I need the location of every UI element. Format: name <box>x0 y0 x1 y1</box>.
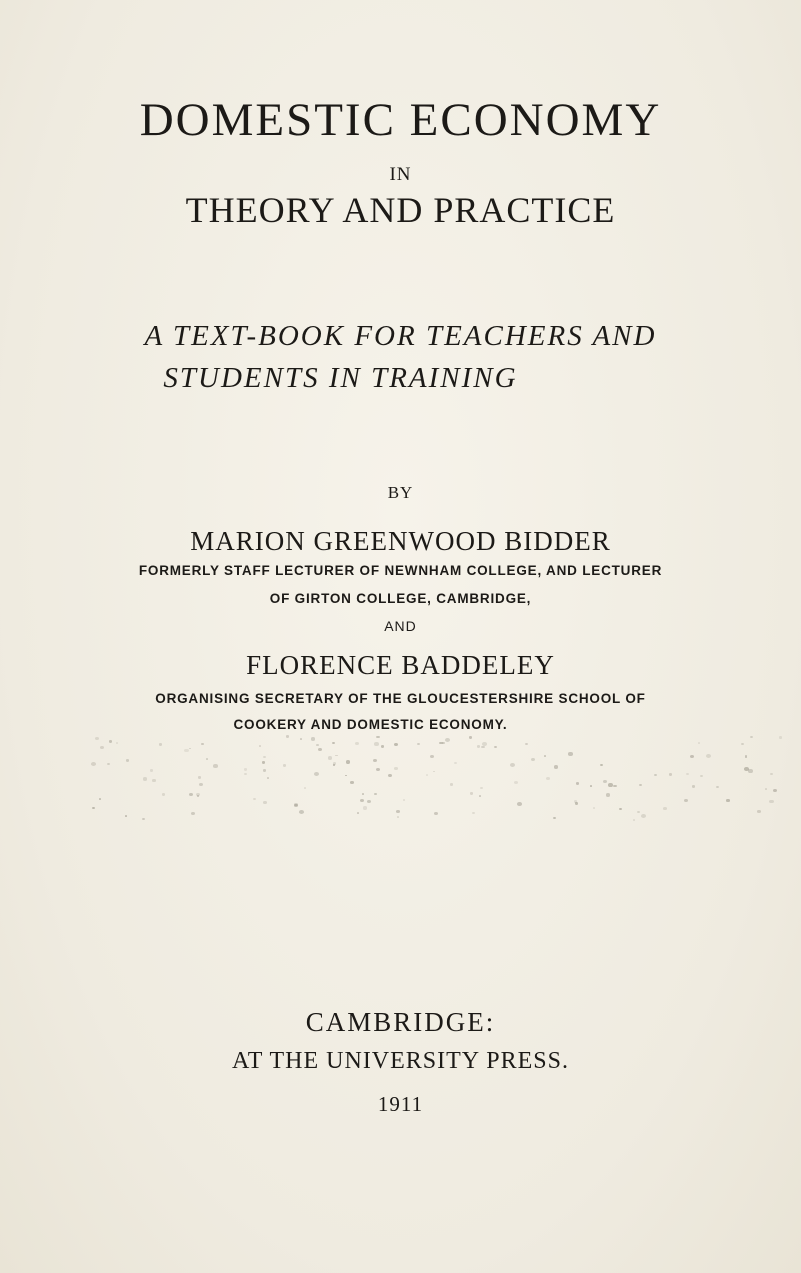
show-through-speck <box>531 758 535 761</box>
show-through-speck <box>259 745 261 747</box>
author-1-name: MARION GREENWOOD BIDDER <box>190 526 611 556</box>
show-through-speck <box>639 784 642 786</box>
show-through-specks <box>90 735 790 825</box>
show-through-speck <box>199 783 203 786</box>
show-through-speck <box>91 762 96 766</box>
show-through-speck <box>262 761 265 764</box>
show-through-speck <box>253 798 256 800</box>
show-through-speck <box>267 777 269 779</box>
show-through-speck <box>633 819 635 821</box>
book-title: DOMESTIC ECONOMY <box>139 94 662 146</box>
show-through-speck <box>376 736 379 739</box>
show-through-speck <box>263 769 266 772</box>
show-through-speck <box>654 774 657 776</box>
show-through-speck <box>316 744 318 746</box>
show-through-speck <box>426 774 428 776</box>
show-through-speck <box>300 738 303 740</box>
show-through-speck <box>637 811 639 813</box>
show-through-speck <box>517 802 522 806</box>
show-through-speck <box>663 807 667 810</box>
show-through-speck <box>314 772 319 776</box>
and-label: AND <box>384 618 417 634</box>
show-through-speck <box>481 746 485 749</box>
show-through-speck <box>439 742 442 745</box>
show-through-speck <box>335 755 337 757</box>
show-through-speck <box>470 792 473 795</box>
show-through-speck <box>328 756 333 760</box>
show-through-speck <box>480 787 483 789</box>
show-through-speck <box>472 812 475 815</box>
show-through-speck <box>206 758 208 760</box>
show-through-speck <box>107 763 111 766</box>
show-through-speck <box>283 764 287 767</box>
show-through-speck <box>263 756 266 758</box>
show-through-speck <box>726 799 729 802</box>
show-through-speck <box>698 742 700 744</box>
show-through-speck <box>417 743 420 745</box>
show-through-speck <box>553 817 556 820</box>
author-1-affiliation-line-1: FORMERLY STAFF LECTURER OF NEWNHAM COLLEGE, AND LECTURER <box>138 563 663 578</box>
show-through-speck <box>99 798 101 800</box>
show-through-speck <box>244 773 246 775</box>
show-through-speck <box>773 789 777 792</box>
show-through-speck <box>554 765 559 769</box>
show-through-speck <box>355 742 359 745</box>
show-through-speck <box>286 735 289 738</box>
show-through-speck <box>434 812 438 815</box>
description-line-2: STUDENTS IN TRAINING <box>163 362 518 394</box>
show-through-speck <box>374 742 378 746</box>
publisher-place: CAMBRIDGE: <box>305 1007 496 1037</box>
show-through-speck <box>197 795 199 797</box>
show-through-speck <box>388 774 392 777</box>
show-through-speck <box>162 793 165 795</box>
show-through-speck <box>477 745 480 748</box>
show-through-speck <box>92 807 95 809</box>
show-through-speck <box>150 769 154 772</box>
show-through-speck <box>514 781 518 785</box>
show-through-speck <box>376 768 381 772</box>
author-2-name: FLORENCE BADDELEY <box>246 650 555 680</box>
show-through-speck <box>184 749 188 752</box>
show-through-speck <box>263 801 266 804</box>
show-through-speck <box>613 785 617 788</box>
show-through-speck <box>606 793 611 797</box>
show-through-speck <box>700 775 703 777</box>
show-through-speck <box>574 800 577 803</box>
show-through-speck <box>304 787 306 789</box>
show-through-speck <box>294 804 298 807</box>
show-through-speck <box>568 752 572 755</box>
show-through-speck <box>357 812 360 814</box>
show-through-speck <box>669 773 672 776</box>
show-through-speck <box>381 745 385 748</box>
show-through-speck <box>363 806 367 809</box>
show-through-speck <box>109 740 112 742</box>
show-through-speck <box>350 781 353 784</box>
show-through-speck <box>619 808 622 810</box>
show-through-speck <box>311 737 315 740</box>
show-through-speck <box>750 736 753 738</box>
show-through-speck <box>397 816 399 818</box>
show-through-speck <box>332 742 335 744</box>
show-through-speck <box>196 793 200 796</box>
author-2-affiliation-line-2: COOKERY AND DOMESTIC ECONOMY. <box>233 717 508 732</box>
show-through-speck <box>692 785 695 788</box>
show-through-speck <box>189 793 193 796</box>
publication-year: 1911 <box>377 1092 424 1116</box>
show-through-speck <box>433 771 435 773</box>
show-through-speck <box>345 775 347 777</box>
show-through-speck <box>494 746 497 748</box>
show-through-speck <box>641 814 646 818</box>
show-through-speck <box>770 773 773 775</box>
show-through-speck <box>744 767 749 771</box>
show-through-speck <box>745 755 748 757</box>
show-through-speck <box>198 776 201 779</box>
show-through-speck <box>593 807 595 809</box>
show-through-speck <box>469 736 472 739</box>
show-through-speck <box>360 799 364 802</box>
show-through-speck <box>95 737 99 740</box>
show-through-speck <box>706 754 711 758</box>
book-subtitle: THEORY AND PRACTICE <box>185 190 616 230</box>
show-through-speck <box>394 743 398 746</box>
show-through-speck <box>333 764 335 766</box>
show-through-speck <box>403 799 405 801</box>
show-through-speck <box>525 743 528 745</box>
show-through-speck <box>690 755 694 758</box>
show-through-speck <box>333 762 336 764</box>
show-through-speck <box>442 742 445 744</box>
show-through-speck <box>244 768 247 771</box>
show-through-speck <box>576 782 579 784</box>
show-through-speck <box>346 760 350 763</box>
show-through-speck <box>373 759 377 762</box>
show-through-speck <box>430 755 434 758</box>
by-label: BY <box>387 483 414 502</box>
show-through-speck <box>608 783 613 787</box>
show-through-speck <box>100 746 104 749</box>
show-through-speck <box>126 759 129 762</box>
show-through-speck <box>143 777 147 780</box>
publisher-name: AT THE UNIVERSITY PRESS. <box>232 1048 569 1074</box>
show-through-speck <box>600 764 603 767</box>
show-through-speck <box>152 779 155 782</box>
show-through-speck <box>159 743 163 746</box>
show-through-speck <box>213 764 217 768</box>
show-through-speck <box>189 748 191 750</box>
show-through-speck <box>510 763 515 767</box>
show-through-speck <box>125 815 128 817</box>
show-through-speck <box>575 802 578 805</box>
show-through-speck <box>454 762 457 764</box>
show-through-speck <box>716 786 719 788</box>
show-through-speck <box>191 812 195 815</box>
show-through-speck <box>590 785 592 787</box>
show-through-speck <box>445 738 450 742</box>
title-connector: IN <box>389 164 412 185</box>
show-through-speck <box>603 780 607 784</box>
show-through-speck <box>686 773 689 776</box>
show-through-speck <box>294 803 298 806</box>
author-2-affiliation-line-1: ORGANISING SECRETARY OF THE GLOUCESTERSHIRE SCHOOL OF <box>155 691 646 706</box>
show-through-speck <box>201 743 203 745</box>
show-through-speck <box>318 748 322 751</box>
show-through-speck <box>116 742 119 744</box>
show-through-speck <box>142 818 145 821</box>
show-through-speck <box>299 810 304 814</box>
show-through-speck <box>482 742 487 746</box>
show-through-speck <box>479 795 481 797</box>
show-through-speck <box>757 810 760 813</box>
show-through-speck <box>394 767 397 770</box>
show-through-speck <box>362 793 365 795</box>
show-through-speck <box>769 800 773 804</box>
show-through-speck <box>374 793 376 795</box>
show-through-speck <box>765 788 767 790</box>
description-line-1: A TEXT-BOOK FOR TEACHERS AND <box>144 320 657 352</box>
author-1-affiliation-line-2: OF GIRTON COLLEGE, CAMBRIDGE, <box>269 591 532 606</box>
show-through-speck <box>748 769 753 773</box>
show-through-speck <box>396 810 400 813</box>
show-through-speck <box>544 755 547 757</box>
show-through-speck <box>779 736 782 738</box>
show-through-speck <box>741 743 745 746</box>
show-through-speck <box>450 783 453 785</box>
show-through-speck <box>367 800 371 803</box>
show-through-speck <box>684 799 689 803</box>
show-through-speck <box>546 777 550 780</box>
